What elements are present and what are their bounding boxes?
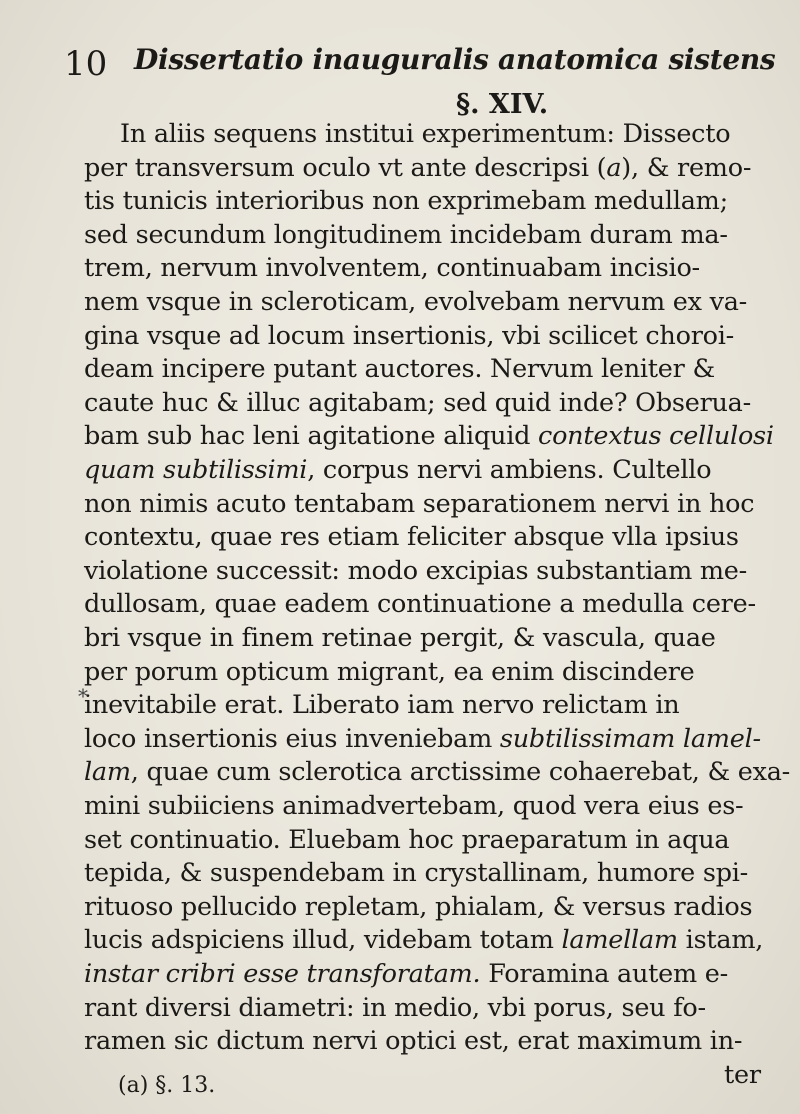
text-run: per porum opticum migrant, ea enim discindere (84, 656, 695, 687)
text-line (84, 859, 748, 887)
text-line (84, 1027, 742, 1055)
text-line (84, 691, 679, 719)
italic-text: subtilissimam lamel- (499, 723, 761, 754)
text-run: istam, (677, 925, 764, 956)
text-line (84, 624, 716, 652)
text-line (84, 288, 747, 316)
text-line (84, 725, 761, 753)
text-run: nem vsque in scleroticam, evolvebam nervum ex va- (84, 287, 748, 317)
italic-text: a (606, 152, 622, 183)
italic-text: quam subtilissimi (84, 455, 308, 485)
italic-text: lam (84, 757, 131, 788)
text-line (84, 422, 774, 450)
text-run: non nimis acuto tentabam separationem nervi in hoc (84, 488, 755, 519)
text-run: Foramina autem e- (480, 959, 729, 989)
text-run: sed secundum longitudinem incidebam duram ma- (84, 219, 728, 250)
text-run: caute huc & illuc agitabam; sed quid inde? Obserua- (84, 387, 751, 418)
footnote: (a) §. 13. (118, 1073, 216, 1098)
text-run: loco insertionis eius inveniebam (84, 723, 500, 754)
text-run: ramen sic dictum nervi optici est, erat maximum in- (84, 1026, 743, 1057)
text-line (84, 389, 751, 417)
text-line (84, 154, 751, 182)
text-line (84, 792, 743, 820)
text-run: , corpus nervi ambiens. Cultello (307, 455, 712, 485)
text-line (84, 926, 763, 954)
text-line (120, 120, 730, 148)
text-line (84, 826, 729, 854)
text-line (84, 322, 734, 350)
text-run: tis tunicis interioribus non exprimebam medullam; (84, 186, 728, 217)
text-line (84, 557, 747, 585)
text-run: trem, nervum involventem, continuabam incisio- (84, 253, 700, 284)
italic-text: instar cribri esse transforatam. (84, 959, 481, 989)
text-run: inevitabile erat. Liberato iam nervo relictam in (84, 690, 680, 721)
text-line (84, 523, 739, 551)
text-run: bri vsque in finem retinae pergit, & vascula, quae (84, 623, 716, 653)
text-line (84, 456, 711, 484)
text-line (84, 355, 715, 383)
text-line (84, 221, 728, 249)
text-run: rant diversi diametri: in medio, vbi porus, seu fo- (84, 992, 706, 1023)
page-number: 10 (64, 44, 108, 84)
text-run: deam incipere putant auctores. Nervum leniter & (84, 354, 715, 385)
text-run: ), & remo- (621, 152, 752, 183)
text-line (84, 893, 752, 921)
text-line (724, 1061, 761, 1089)
section-heading: §. XIV. (456, 89, 549, 120)
text-run: In aliis sequens institui experimentum: Dissecto (120, 119, 731, 149)
text-run: ter (724, 1059, 761, 1090)
text-line (84, 658, 695, 686)
text-run: tepida, & suspendebam in crystallinam, humore spi- (84, 858, 749, 889)
text-line (84, 254, 700, 282)
text-run: lucis adspiciens illud, videbam totam (84, 925, 562, 956)
italic-text: lamellam (561, 925, 678, 956)
text-run: contextu, quae res etiam feliciter absque vlla ipsius (84, 522, 739, 553)
text-run: mini subiiciens animadvertebam, quod vera eius es- (84, 791, 744, 821)
text-line (84, 187, 728, 215)
text-line (84, 758, 790, 786)
text-line (84, 994, 706, 1022)
text-run: dullosam, quae eadem continuatione a medulla cere- (84, 589, 756, 620)
text-run: rituoso pellucido repletam, phialam, & versus radios (84, 891, 753, 922)
text-run: gina vsque ad locum insertionis, vbi scilicet choroi- (84, 320, 735, 351)
margin-marker: * (78, 684, 88, 708)
text-run: , quae cum sclerotica arctissime cohaerebat, & exa- (130, 757, 791, 788)
running-title: Dissertatio inauguralis anatomica sistens (134, 43, 776, 76)
text-run: violatione successit: modo excipias substantiam me- (84, 555, 747, 586)
text-run: bam sub hac leni agitatione aliquid (84, 421, 539, 452)
text-line (84, 960, 728, 988)
text-line (84, 590, 756, 618)
text-run: set continuatio. Eluebam hoc praeparatum in aqua (84, 824, 730, 855)
text-line (84, 490, 754, 518)
page-header (0, 40, 800, 84)
italic-text: contextus cellulosi (538, 421, 774, 452)
text-run: per transversum oculo vt ante descripsi ( (84, 152, 607, 183)
